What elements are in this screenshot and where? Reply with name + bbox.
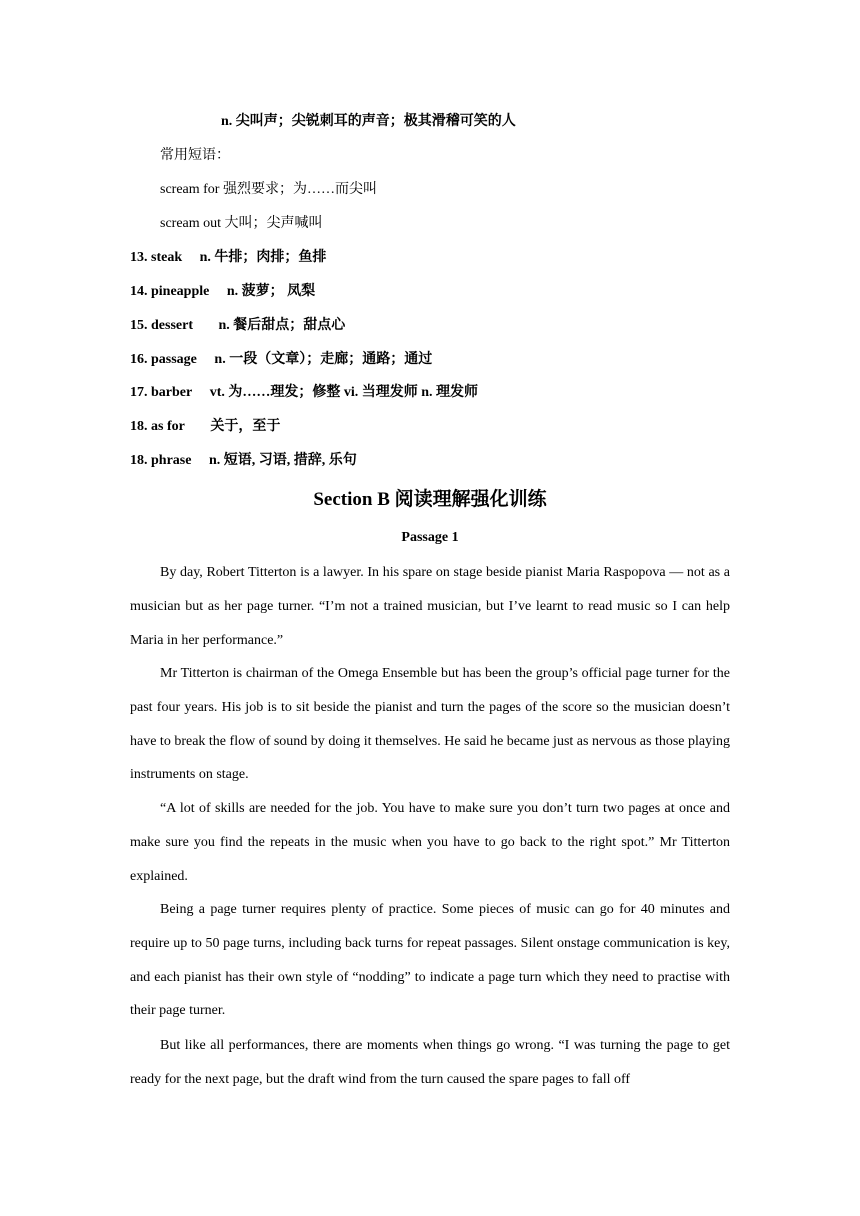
entry-number: 18. (130, 453, 148, 468)
entry-word: pineapple (151, 284, 210, 299)
paragraph: Mr Titterton is chairman of the Omega Ensemble but has been the group’s official page turner for the past four years. His job is to sit beside the pianist and turn the pages of the score so the musician doesn’t have to break the flow of sound by doing it themselves. He said he became just as nervous as those playing instruments on stage. (130, 666, 730, 783)
entry-number: 14. (130, 284, 148, 299)
entry-definition: n. 餐后甜点；甜点心 (218, 318, 346, 333)
vocab-entry (130, 282, 730, 302)
entry-number: 18. (130, 419, 148, 434)
phrases-label: 常用短语： (160, 148, 230, 163)
entry-definition: n. 短语, 习语, 措辞, 乐句 (208, 453, 357, 468)
section-title: Section B 阅读理解强化训练 (313, 489, 547, 510)
paragraph: Being a page turner requires plenty of practice. Some pieces of music can go for 40 minutes and require up to 50 page turns, including back turns for repeat passages. Silent onstage communication is key, and each pianist has their own style of “nodding” to indicate a page turn which they need to practise with their page turner. (130, 902, 730, 1019)
passage-title: Passage 1 (401, 530, 459, 545)
entry-word: as for (151, 419, 185, 434)
entry-number: 15. (130, 318, 148, 333)
definition-line: n. 尖叫声；尖锐刺耳的声音；极其滑稽可笑的人 (221, 114, 516, 129)
phrase-line: scream for 强烈要求；为……而尖叫 (160, 182, 377, 197)
paragraph: By day, Robert Titterton is a lawyer. In his spare on stage beside pianist Maria Raspopova — not as a musician but as her page turner. “I’m not a trained musician, but I’ve learnt to read music so I can help Maria in her performance.” (130, 565, 730, 648)
vocab-entry (130, 383, 730, 403)
entry-word: steak (151, 250, 183, 265)
entry-word: passage (151, 352, 197, 367)
entry-number: 16. (130, 352, 148, 367)
entry-definition: n. 菠萝； 凤梨 (226, 284, 316, 299)
vocab-entry (130, 248, 730, 268)
entry-word: dessert (151, 318, 193, 333)
entry-number: 17. (130, 385, 148, 400)
entry-word: phrase (151, 453, 192, 468)
entry-definition: n. 一段（文章）；走廊；通路；通过 (214, 352, 433, 367)
entry-definition: n. 牛排；肉排；鱼排 (199, 250, 327, 265)
vocab-entry (130, 451, 730, 471)
entry-definition: vt. 为……理发；修整 vi. 当理发师 n. 理发师 (209, 385, 479, 400)
vocab-entry (130, 350, 730, 370)
vocab-entry (130, 417, 730, 437)
entry-number: 13. (130, 250, 148, 265)
paragraph: But like all performances, there are moments when things go wrong. “I was turning the page to get ready for the next page, but the draft wind from the turn caused the spare pages to fall off (130, 1038, 730, 1087)
entry-definition: 关于，至于 (210, 419, 281, 434)
vocab-entry (130, 316, 730, 336)
paragraph: “A lot of skills are needed for the job. You have to make sure you don’t turn two pages at once and make sure you find the repeats in the music when you have to go back to the right spot.” Mr Titterton explained. (130, 801, 730, 884)
phrase-line: scream out 大叫；尖声喊叫 (160, 216, 323, 231)
entry-word: barber (151, 385, 193, 400)
